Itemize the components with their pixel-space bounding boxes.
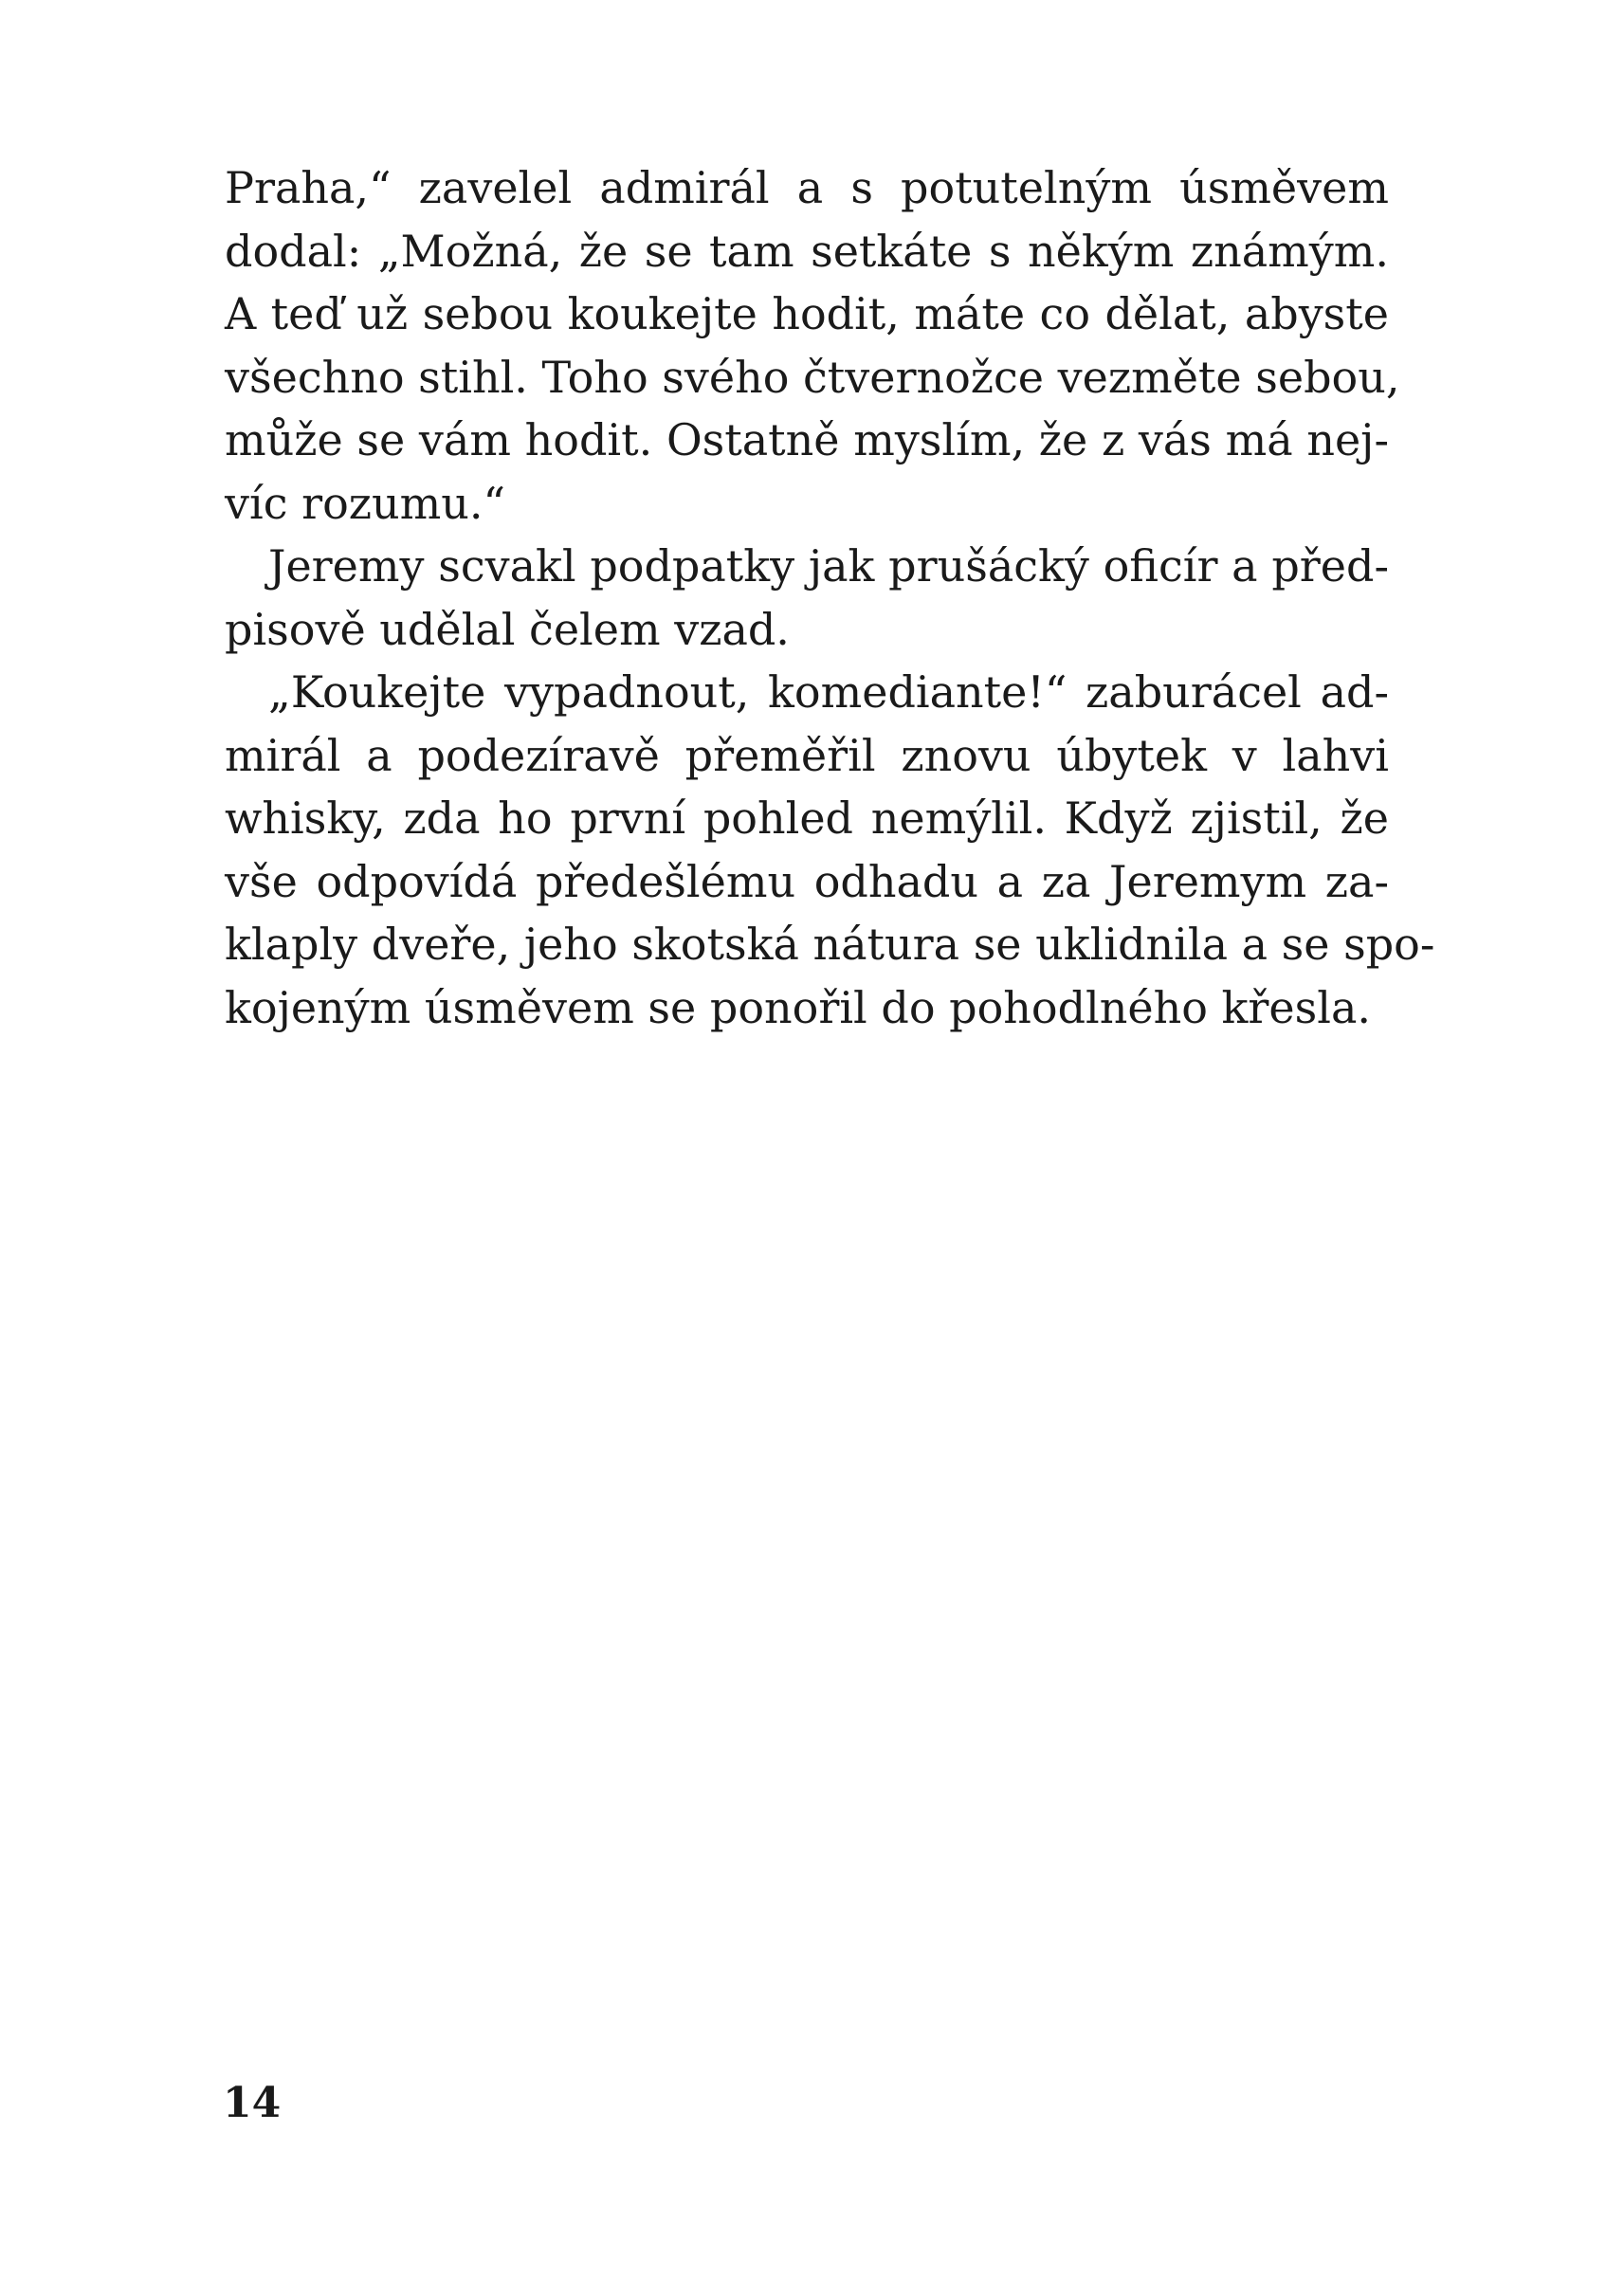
paragraph-3 (225, 661, 1435, 1039)
text-line: dodal: „Možná, že se tam setkáte s někým známým. (225, 225, 1389, 277)
text-line: klaply dveře, jeho skotská nátura se uklidnila a se spo- (225, 919, 1435, 970)
text-line: whisky, zda ho první pohled nemýlil. Když zjistil, že (225, 792, 1389, 844)
page-number: 14 (223, 2079, 282, 2127)
text-line: vše odpovídá předešlému odhadu a za Jeremym za- (225, 855, 1389, 907)
text-line: pisově udělal čelem vzad. (225, 603, 790, 655)
paragraph-1 (225, 156, 1400, 535)
paragraph-2 (225, 535, 1389, 661)
text-line: mirál a podezíravě přeměřil znovu úbytek v lahvi (225, 729, 1389, 781)
body-text (225, 156, 1435, 1039)
text-line: víc rozumu.“ (225, 477, 506, 529)
text-line: Jeremy scvakl podpatky jak prušácký oficír a před- (268, 540, 1389, 592)
text-line: Praha,“ zavelel admirál a s potutelným úsměvem (225, 162, 1389, 213)
text-line: může se vám hodit. Ostatně myslím, že z vás má nej- (225, 414, 1389, 465)
text-line: všechno stihl. Toho svého čtvernožce vezměte sebou, (225, 351, 1400, 403)
text-line: „Koukejte vypadnout, komediante!“ zaburácel ad- (268, 666, 1389, 718)
text-line: kojeným úsměvem se ponořil do pohodlného křesla. (225, 981, 1372, 1033)
text-line: A teď už sebou koukejte hodit, máte co dělat, abyste (225, 288, 1389, 339)
